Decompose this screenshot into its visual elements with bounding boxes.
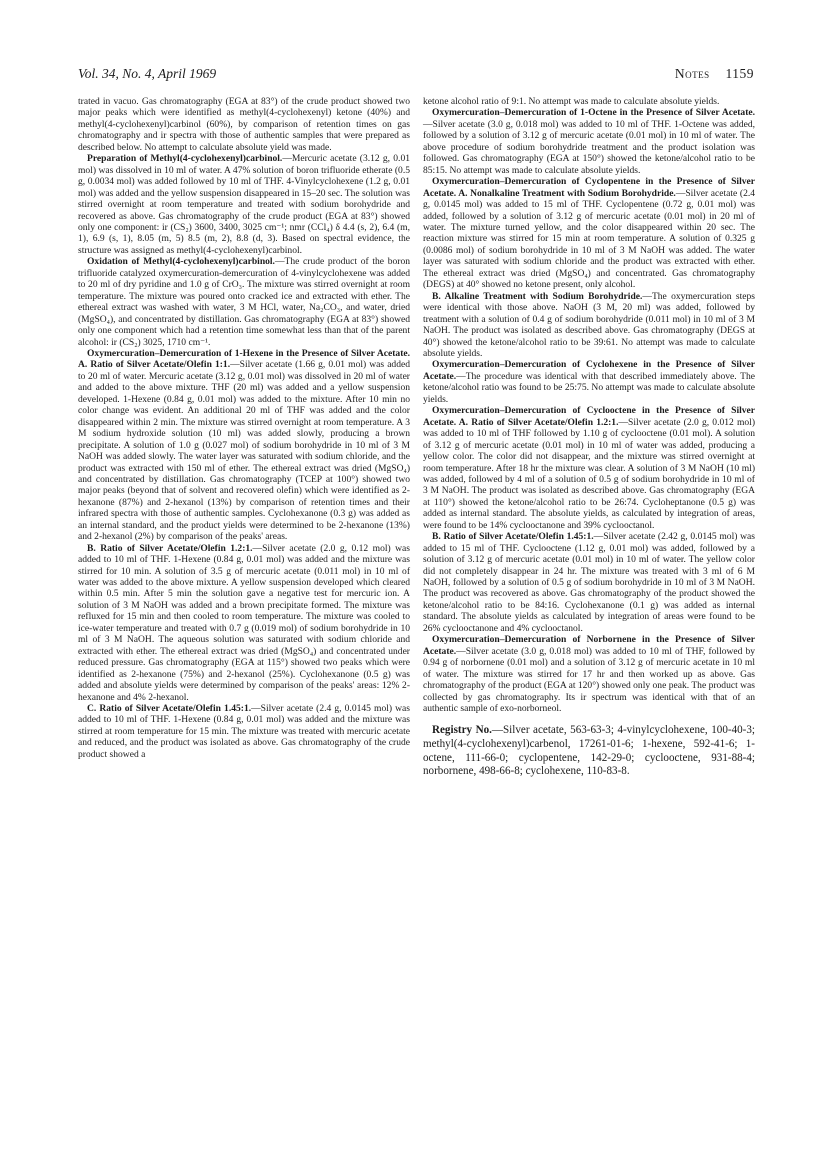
paragraph-text: —The crude product of the boron trifluoride catalyzed oxymercuration-demercuration of 4-vinylcyclohexene was added to 20 ml of dry pyridine and 1.0 g of CrO₃. The mixture was stirred overnight at room temperature. The mixture was poured onto cracked ice and extracted with ether. The ethereal extract was washed with water, 3 M HCl, water, Na₂CO₃, and water, dried (MgSO₄), and concentrated by distillation. Gas chromatography (EGA at 83°) showed only one component which had a retention time somewhat less than that of the parent alcohol: ir (CS₂) 3025, 1710 cm⁻¹. <box>78 256 411 348</box>
paragraph-text: —Silver acetate (2.0 g, 0.12 mol) was added to 10 ml of THF. 1-Hexene (0.84 g, 0.01 mol) was added and the mixture was stirred for 10 min. A solution of 3.5 g of mercuric acetate (0.011 mol) in 10 ml of water was added to the above mixture. A yellow suspension developed which cleared within 0.5 min. After 5 min the solution gave a negative test for mercuric ion. A solution of 3 M NaOH was added and a brown precipitate formed. The mixture was refluxed for 15 min and then cooled to room temperature. The mixture was cooled to ice-water temperature and treated with 0.7 g (0.019 mol) of sodium borohydride in 10 ml of 3 M NaOH. The aqueous solution was saturated with sodium chloride and extracted with ether. The ethereal extract was dried (MgSO₄) and concentrated under reduced pressure. Gas chromatography (EGA at 115°) showed two peaks which were identified as 2-hexanone (75%) and 2-hexanol (25%). Cyclohexanone (0.5 g) was added and absolute yields were determined by comparison of the peaks' areas: 12% 2-hexanone and 4% 2-hexanol. <box>78 542 410 703</box>
paragraph <box>423 531 755 634</box>
paragraph-text: —The oxymercuration steps were identical with those above. NaOH (3 M, 20 ml) was added, followed by treatment with a solution of 0.4 g of sodium borohydride (0.011 mol) in 10 ml of 3 M NaOH. The product was isolated as described above. Gas chromatography (DEGS at 40°) showed the ketone/alcohol ratio to be 39:61. No attempt was made to calculate absolute yields. <box>423 290 755 359</box>
journal-citation: Vol. 34, No. 4, April 1969 <box>78 66 217 81</box>
paragraph <box>78 543 410 703</box>
paragraph-text: trated in vacuo. Gas chromatography (EGA at 83°) of the crude product showed two major peaks which were identified as methyl(4-cyclohexenyl) ketone (40%) and methyl(4-cyclohexenyl)carbinol (60%), by comparison of retention times on gas chromatography and ir spectra with those of authentic samples that were prepared as described below. No attempt to calculate absolute yield was made. <box>78 96 410 153</box>
paragraph <box>423 359 755 405</box>
paragraph <box>423 405 755 531</box>
paragraph-text: —The procedure was identical with that described immediately above. The ketone/alcohol ratio was found to be 25:75. No attempt was made to calculate absolute yields. <box>423 370 755 405</box>
paragraph-text: —Silver acetate (2.42 g, 0.0145 mol) was added to 15 ml of THF. Cyclooctene (1.12 g, 0.01 mol) was added, followed by a solution of 3.12 g of mercuric acetate (0.01 mol) in 10 ml of water. The yellow color did not completely disappear in 24 hr. The mixture was treated with 3 ml of 6 M NaOH, followed by a solution of 0.5 g of sodium borohydride in 10 ml of 3 M NaOH. The product was recovered as above. Gas chromatography of the product showed the ketone/alcohol ratio to be 84:16. Cyclohexanone (0.1 g) was added as internal standard. The absolute yields as calculated by integration of areas were found to be 26% cyclooctanone and 4% cyclooctanol. <box>423 531 755 634</box>
paragraph-text: —Mercuric acetate (3.12 g, 0.01 mol) was dissolved in 10 ml of water. A 47% solution of boron trifluoride etherate (0.5 g, 0.0034 mol) was added followed by 10 ml of THF. 4-Vinylcyclohexene (1.2 g, 0.01 mol) was added and the yellow suspension disappeared in 15–20 sec. The solution was stirred overnight at room temperature and treated with sodium borohydride and recovered as above. Gas chromatography of the crude product (EGA at 83°) showed only one component: ir (CS₂) 3600, 3400, 3025 cm⁻¹; nmr (CCl₄) δ 4.4 (s, 2), 6.4 (m, 1), 6.9 (s, 1), 8.05 (m, 5) 8.5 (m, 2), 8.8 (d, 3). Based on spectral evidence, the structure was assigned as methyl(4-cyclohexenyl)carbinol. <box>78 153 410 256</box>
paragraph <box>78 153 410 256</box>
paragraph-heading: B. Alkaline Treatment with Sodium Borohydride. <box>432 290 643 302</box>
paragraph <box>423 96 755 107</box>
paragraph <box>423 176 755 291</box>
paragraph-text: —Silver acetate (3.0 g, 0.018 mol) was added to 10 ml of THF, followed by 0.94 g of norbornene (0.01 mol) and a solution of 3.12 g of mercuric acetate in 10 ml of water. The mixture was stirred for 17 hr and then worked up as above. Gas chromatography of the product (EGA at 120°) showed only one peak. The product was collected by gas chromatography. Its ir spectrum was identical with that of an authentic sample of exo-norborneol. <box>423 645 755 715</box>
paragraph-heading: Preparation of Methyl(4-cyclohexenyl)carbinol. <box>87 153 283 165</box>
page-header <box>78 66 754 86</box>
paragraph-heading: Oxymercuration–Demercuration of 1-Octene in the Presence of Silver Acetate. <box>432 107 755 119</box>
paragraph-heading: Oxymercuration–Demercuration of 1-Hexene in the Presence of Silver Acetate. A. Ratio of Silver Acetate/Olefin 1:1. <box>78 347 410 371</box>
paragraph-heading: C. Ratio of Silver Acetate/Olefin 1.45:1. <box>87 703 252 715</box>
paragraph-text: ketone alcohol ratio of 9:1. No attempt was made to calculate absolute yields. <box>423 96 720 107</box>
paragraph <box>78 256 410 348</box>
registry-heading: Registry No. <box>432 724 492 737</box>
paragraph-heading: Oxymercuration–Demercuration of Cyclopentene in the Presence of Silver Acetate. A. Nonalkaline Treatment with Sodium Borohydride. <box>423 176 755 199</box>
registry-text: —Silver acetate, 563-63-3; 4-vinylcyclohexene, 100-40-3; methyl(4-cyclohexenyl)carbenol, 17261-01-6; 1-hexene, 592-41-6; 1-octene, 111-66-0; cyclopentene, 142-29-0; cyclooctene, 931-88-4; norbornene, 498-66-8; cyclohexene, 110-83-8. <box>423 724 755 778</box>
registry-numbers <box>423 724 755 778</box>
paragraph <box>78 348 410 543</box>
paragraph-heading: Oxymercuration–Demercuration of Cyclohexene in the Presence of Silver Acetate. <box>423 359 755 382</box>
paragraph-heading: Oxymercuration–Demercuration of Norbornene in the Presence of Silver Acetate. <box>423 634 755 657</box>
paragraph <box>78 96 410 153</box>
page-number: 1159 <box>725 66 754 81</box>
paragraph-text: —Silver acetate (2.4 g, 0.0145 mol) was added to 15 ml of THF. Cyclopentene (0.72 g, 0.01 mol) was added, followed by a solution of 3.12 g of mercuric acetate (0.01 mol) in 20 ml of water. The mixture turned yellow, and the color disappeared within 20 sec. The reaction mixture was stirred for 15 min at room temperature. A solution of 0.325 g (0.0086 mol) of sodium borohydride in 10 ml of 3 M NaOH was added. The water layer was saturated with sodium chloride and the product was extracted with ether. The ethereal extract was dried (MgSO₄) and concentrated. Gas chromatography (DEGS) at 40° showed no ketone present, only alcohol. <box>423 187 755 291</box>
paragraph-heading: Oxidation of Methyl(4-cyclohexenyl)carbinol. <box>87 256 275 268</box>
right-column <box>423 96 755 779</box>
left-column <box>78 96 410 760</box>
paragraph-text: —Silver acetate (2.0 g, 0.012 mol) was added to 10 ml of THF followed by 1.10 g of cyclooctene (0.01 mol). A solution of 3.12 g of mercuric acetate (0.01 mol) in 10 ml of water was added, producing a yellow color. The color did not disappear, and the mixture was stirred overnight at room temperature. After 18 hr the mixture was clear. A solution of 3 M NaOH (10 ml) was added, followed by 4 ml of a solution of 0.5 g of sodium borohydride in 10 ml of 3 M NaOH. The product was isolated as described above. Gas chromatography (EGA at 110°) showed the ketone/alcohol ratio to be 26:74. Cycloheptanone (0.5 g) was added as internal standard. The absolute yields, as calculated by integration of areas, were found to be 14% cyclooctanone and 39% cyclooctanol. <box>423 416 755 531</box>
paragraph-heading: Oxymercuration–Demercuration of Cyclooctene in the Presence of Silver Acetate. A. Ratio of Silver Acetate/Olefin 1.2:1. <box>423 405 755 428</box>
paragraph-text: —Silver acetate (2.4 g, 0.0145 mol) was added to 10 ml of THF. 1-Hexene (0.84 g, 0.01 mol) was added and the mixture was stirred at room temperature for 15 min. The mixture was treated with mercuric acetate and reduced, and the product was isolated as above. Gas chromatography of the crude product showed a <box>78 703 410 760</box>
paragraph <box>423 634 755 714</box>
paragraph <box>423 107 755 176</box>
paragraph-text: —Silver acetate (3.0 g, 0.018 mol) was added to 10 ml of THF. 1-Octene was added, followed by a solution of 3.12 g of mercuric acetate (0.01 mol) in 10 ml of water. The above procedure of sodium borohydride treatment and the product isolation was followed. Gas chromatography (EGA at 150°) showed the ketone/alcohol ratio to be 85:15. No attempt was made to calculate absolute yields. <box>423 118 755 176</box>
paragraph <box>78 703 410 760</box>
paragraph-text: —Silver acetate (1.66 g, 0.01 mol) was added to 20 ml of water. Mercuric acetate (3.12 g, 0.01 mol) was dissolved in 20 ml of water and added to the above mixture. THF (20 ml) was added and a yellow suspension developed. 1-Hexene (0.84 g, 0.01 mol) was added to the mixture. After 10 min no color change was evident. An additional 20 ml of THF was added and the color disappeared within 2 min. The mixture was stirred overnight at room temperature. A 3 M sodium hydroxide solution (10 ml) was added slowly, producing a brown precipitate. A solution of 1.0 g (0.027 mol) of sodium borohydride in 10 ml of 3 M NaOH was added slowly. The water layer was saturated with sodium chloride, and the product was extracted with 150 ml of ether. The ethereal extract was dried (MgSO₄) and concentrated by distillation. Gas chromatography (TCEP at 100°) showed two major peaks (beyond that of solvent and recovered olefin) which were identified as 2-hexanone (87%) and 2-hexanol (13%) by comparison of retention times and their infrared spectra with those of authentic samples. Cyclohexanone (0.3 g) was added as an internal standard, and the product yields were determined to be 2-hexanone (13%) and 2-hexanol (2%) by comparison of the peaks' areas. <box>78 359 410 543</box>
section-title: Notes <box>674 66 710 81</box>
paragraph <box>423 291 755 360</box>
running-head <box>675 66 754 82</box>
paragraph-heading: B. Ratio of Silver Acetate/Olefin 1.2:1. <box>87 542 253 554</box>
paragraph-heading: B. Ratio of Silver Acetate/Olefin 1.45:1. <box>432 531 594 543</box>
